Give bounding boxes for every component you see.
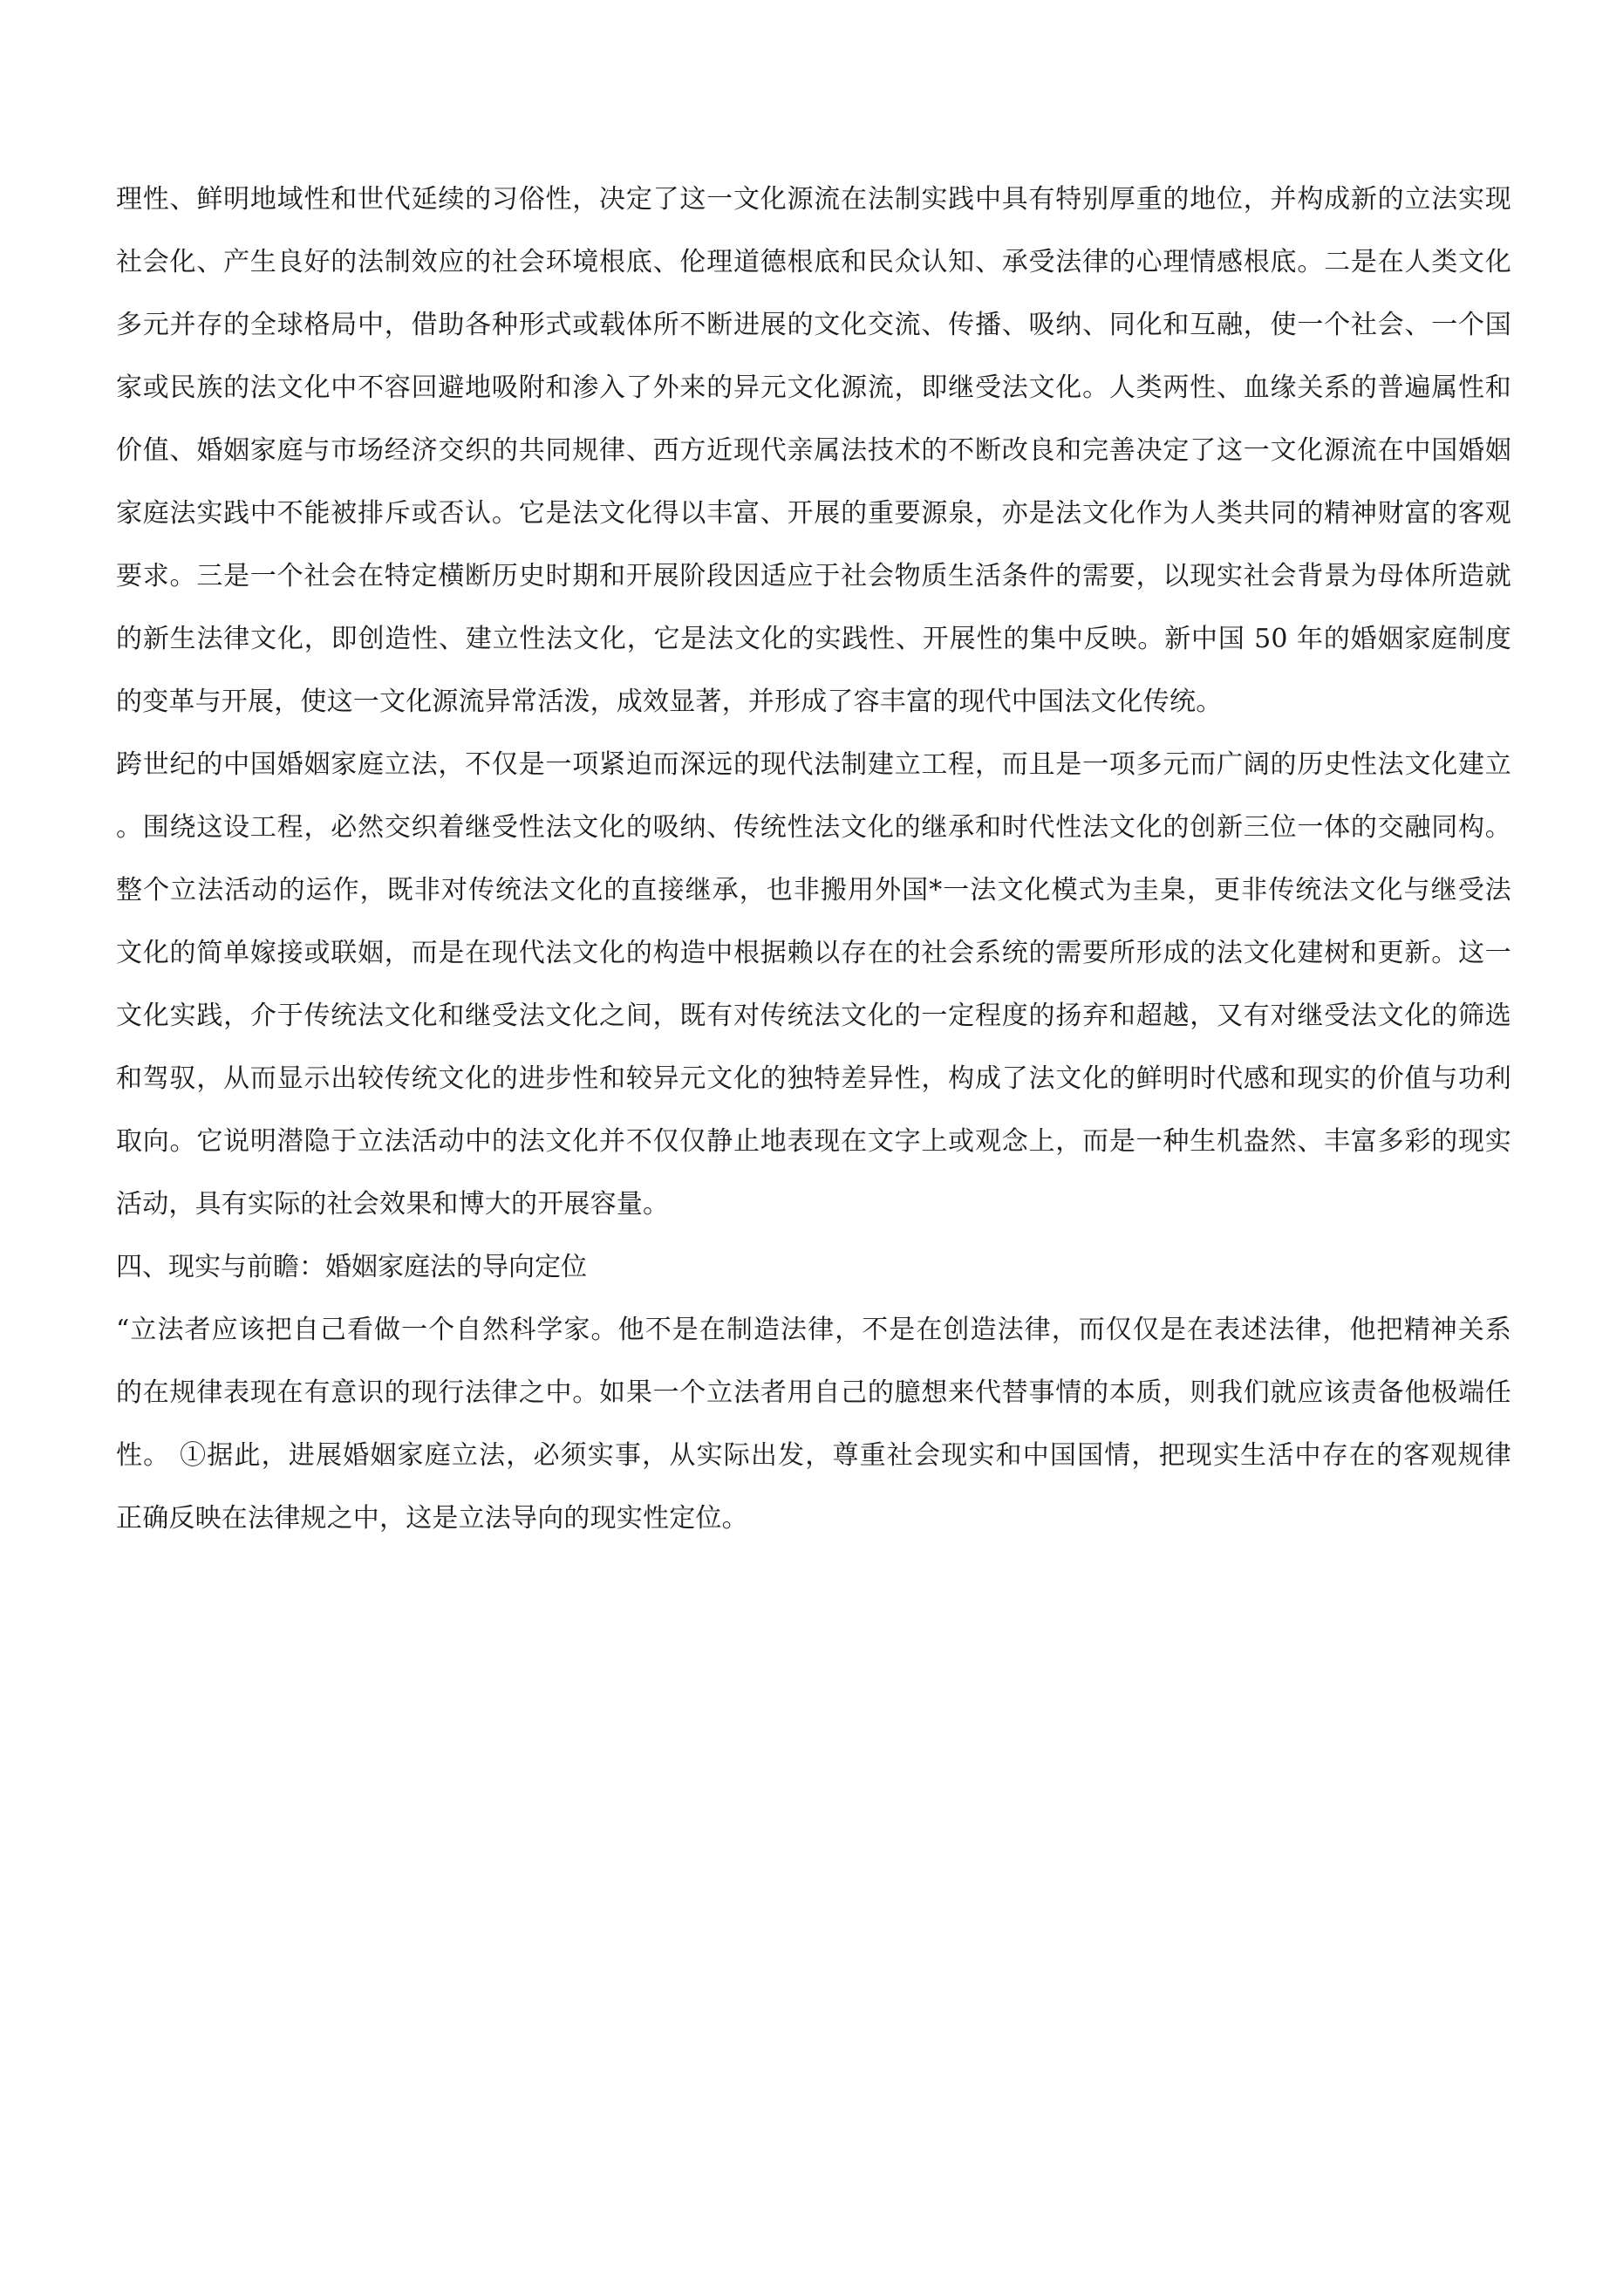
paragraph-1 <box>116 168 1511 734</box>
text-line: 的变革与开展，使这一文化源流异常活泼，成效显著，并形成了容丰富的现代中国法文化传统。 <box>116 687 1223 717</box>
text-line: 社会化、产生良好的法制效应的社会环境根底、伦理道德根底和民众认知、承受法律的心理情感根底。二是在人类文化 <box>116 247 1511 277</box>
text-line: 文化实践，介于传统法文化和继受法文化之间，既有对传统法文化的一定程度的扬弃和超越，又有对继受法文化的筛选 <box>116 1001 1511 1031</box>
text-line: 取向。它说明潜隐于立法活动中的法文化并不仅仅静止地表现在文字上或观念上，而是一种生机盎然、丰富多彩的现实 <box>116 1126 1511 1157</box>
text-line: 文化的简单嫁接或联姻，而是在现代法文化的构造中根据赖以存在的社会系统的需要所形成的法文化建树和更新。这一 <box>116 938 1511 968</box>
text-line: 和驾驭，从而显示出较传统文化的进步性和较异元文化的独特差异性，构成了法文化的鲜明时代感和现实的价值与功利 <box>116 1063 1511 1094</box>
text-line: 的新生法律文化，即创造性、建立性法文化，它是法文化的实践性、开展性的集中反映。新中国 50 年的婚姻家庭制度 <box>116 624 1511 654</box>
text-line: 。围绕这设工程，必然交织着继受性法文化的吸纳、传统性法文化的继承和时代性法文化的创新三位一体的交融同构。 <box>116 812 1511 843</box>
text-line: 家庭法实践中不能被排斥或否认。它是法文化得以丰富、开展的重要源泉，亦是法文化作为人类共同的精神财富的客观 <box>116 498 1511 529</box>
text-line: 活动，具有实际的社会效果和博大的开展容量。 <box>116 1189 670 1220</box>
text-line: 跨世纪的中国婚姻家庭立法，不仅是一项紧迫而深远的现代法制建立工程，而且是一项多元而广阔的历史性法文化建立 <box>116 749 1511 780</box>
text-line: 正确反映在法律规之中，这是立法导向的现实性定位。 <box>116 1503 748 1534</box>
text-line: “立法者应该把自己看做一个自然科学家。他不是在制造法律，不是在创造法律，而仅仅是在表述法律，他把精神关系 <box>116 1315 1511 1345</box>
text-line: 性。 ①据此，进展婚姻家庭立法，必须实事，从实际出发，尊重社会现实和中国国情，把现实生活中存在的客观规律 <box>116 1440 1511 1471</box>
section-heading: 四、现实与前瞻：婚姻家庭法的导向定位 <box>116 1252 587 1282</box>
text-line: 价值、婚姻家庭与市场经济交织的共同规律、西方近现代亲属法技术的不断改良和完善决定了这一文化源流在中国婚姻 <box>116 435 1511 466</box>
document-page <box>116 168 1511 1550</box>
text-line: 家或民族的法文化中不容回避地吸附和渗入了外来的异元文化源流，即继受法文化。人类两性、血缘关系的普遍属性和 <box>116 372 1511 403</box>
quote-paragraph <box>116 1299 1511 1550</box>
text-line: 理性、鲜明地域性和世代延续的习俗性，决定了这一文化源流在法制实践中具有特别厚重的地位，并构成新的立法实现 <box>116 184 1511 215</box>
text-line: 要求。三是一个社会在特定横断历史时期和开展阶段因适应于社会物质生活条件的需要，以现实社会背景为母体所造就 <box>116 561 1511 591</box>
text-line: 整个立法活动的运作，既非对传统法文化的直接继承，也非搬用外国*一法文化模式为圭臬，更非传统法文化与继受法 <box>116 875 1511 905</box>
text-line: 多元并存的全球格局中，借助各种形式或载体所不断进展的文化交流、传播、吸纳、同化和互融，使一个社会、一个国 <box>116 310 1511 340</box>
paragraph-2 <box>116 734 1511 1236</box>
text-line: 的在规律表现在有意识的现行法律之中。如果一个立法者用自己的臆想来代替事情的本质，则我们就应该责备他极端任 <box>116 1377 1511 1408</box>
